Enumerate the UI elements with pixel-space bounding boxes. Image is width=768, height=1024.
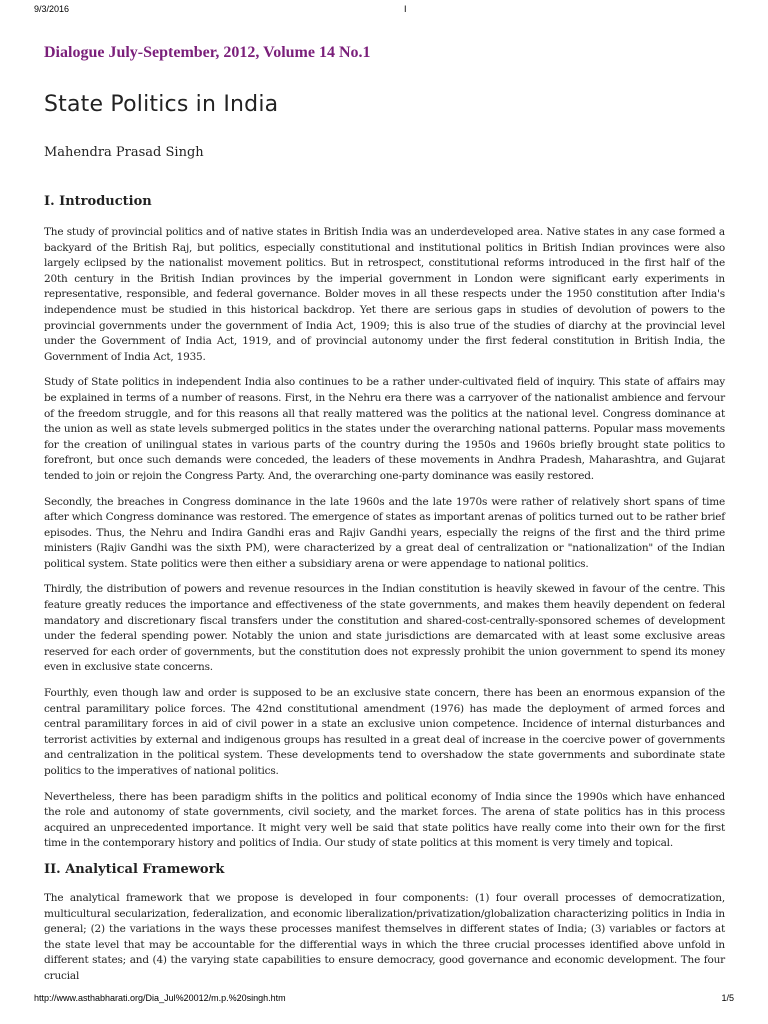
- intro-paragraph-1: The study of provincial politics and of native states in British India was an underdeveloped area. Native states in any case formed a backyard of the British Raj, but politics, especially constitutional and institutional politics in British Indian provinces were also largely eclipsed by the nationalist movement politics. But in retrospect, constitutional reforms introduced in the first half of the 20th century in the British Indian provinces by the imperial government in London were significant early experiments in representative, responsible, and federal governance. Bolder moves in all these respects under the 1950 constitution after India's independence must be studied in this historical backdrop. Yet there are serious gaps in studies of devolution of powers to the provincial governments under the government of India Act, 1909; this is also true of the studies of diarchy at the provincial level under the Government of India Act, 1919, and of provincial autonomy under the first federal constitution in British India, the Government of India Act, 1935.: [44, 226, 725, 363]
- section-heading-analytical-framework: II. Analytical Framework: [44, 861, 225, 877]
- intro-paragraph-5: Fourthly, even though law and order is supposed to be an exclusive state concern, there has been an enormous expansion of the central paramilitary police forces. The 42nd constitutional amendment (1976) has made the deployment of armed forces and central paramilitary forces in aid of civil power in a state an exclusive union competence. Incidence of internal disturbances and terrorist activities by external and indigenous groups has resulted in a great deal of increase in the coercive power of governments and centralization in the political system. These developments tend to overshadow the state governments and subordinate state politics to the imperatives of national politics.: [44, 687, 725, 777]
- print-page-title: I: [404, 4, 407, 14]
- framework-paragraph-1: The analytical framework that we propose is developed in four components: (1) four overall processes of democratization, multicultural secularization, federalization, and economic liberalization/privatization/globalization characterizing politics in India in general; (2) the variations in the ways these processes manifest themselves in different states of India; (3) variables or factors at the state level that may be accountable for the differential ways in which the three crucial processes identified above unfold in different states; and (4) the varying state capabilities to ensure democracy, good governance and economic development. The four crucial: [44, 891, 725, 982]
- print-date: 9/3/2016: [34, 4, 70, 14]
- intro-paragraph-6: Nevertheless, there has been paradigm shifts in the politics and political economy of India since the 1990s which have enhanced the role and autonomy of state governments, civil society, and the market forces. The arena of state politics has in this process acquired an unprecedented importance. It might very well be said that state politics have really come into their own for the first time in the contemporary history and politics of India. Our study of state politics at this moment is very timely and topical.: [44, 790, 725, 850]
- page-number: 1/5: [721, 993, 734, 1003]
- intro-paragraph-3: Secondly, the breaches in Congress dominance in the late 1960s and the late 1970s were rather of relatively short spans of time after which Congress dominance was restored. The emergence of states as important arenas of politics turned out to be rather brief episodes. Thus, the Nehru and Indira Gandhi eras and Rajiv Gandhi years, especially the reigns of the first and the third prime ministers (Rajiv Gandhi was the sixth PM), were characterized by a great deal of centralization or "nationalization" of the Indian political system. State politics were then either a subsidiary arena or were appendage to national politics.: [44, 495, 725, 570]
- print-header: [34, 4, 734, 18]
- article-author: Mahendra Prasad Singh: [44, 145, 204, 160]
- print-footer: [34, 993, 734, 1007]
- section-heading-introduction: I. Introduction: [44, 194, 152, 209]
- article-body: [44, 194, 725, 995]
- article-title: State Politics in India: [44, 92, 279, 117]
- source-url: http://www.asthabharati.org/Dia_Jul%20012/m.p.%20singh.htm: [34, 993, 286, 1003]
- intro-paragraph-4: Thirdly, the distribution of powers and revenue resources in the Indian constitution is heavily skewed in favour of the centre. This feature greatly reduces the importance and effectiveness of the state governments, and makes them heavily dependent on federal mandatory and discretionary fiscal transfers under the constitution and shared-cost-centrally-sponsored schemes of development under the federal spending power. Notably the union and state jurisdictions are demarcated with at least some exclusive areas reserved for each order of governments, but the constitution does not expressly prohibit the union government to spend its money even in exclusive state concerns.: [44, 583, 725, 674]
- journal-issue-line: Dialogue July-September, 2012, Volume 14 No.1: [44, 44, 371, 61]
- intro-paragraph-2: Study of State politics in independent India also continues to be a rather under-cultivated field of inquiry. This state of affairs may be explained in terms of a number of reasons. First, in the Nehru era there was a carryover of the nationalist ambience and fervour of the freedom struggle, and for this reasons all that really mattered was the politics at the national level. Congress dominance at the union as well as state levels submerged politics in the states under the overarching national patterns. Popular mass movements for the creation of unilingual states in various parts of the country during the 1950s and 1960s briefly brought state politics to forefront, but once such demands were conceded, the leaders of these movements in Andhra Pradesh, Maharashtra, and Gujarat tended to join or rejoin the Congress Party. And, the overarching one-party dominance was easily restored.: [44, 376, 725, 482]
